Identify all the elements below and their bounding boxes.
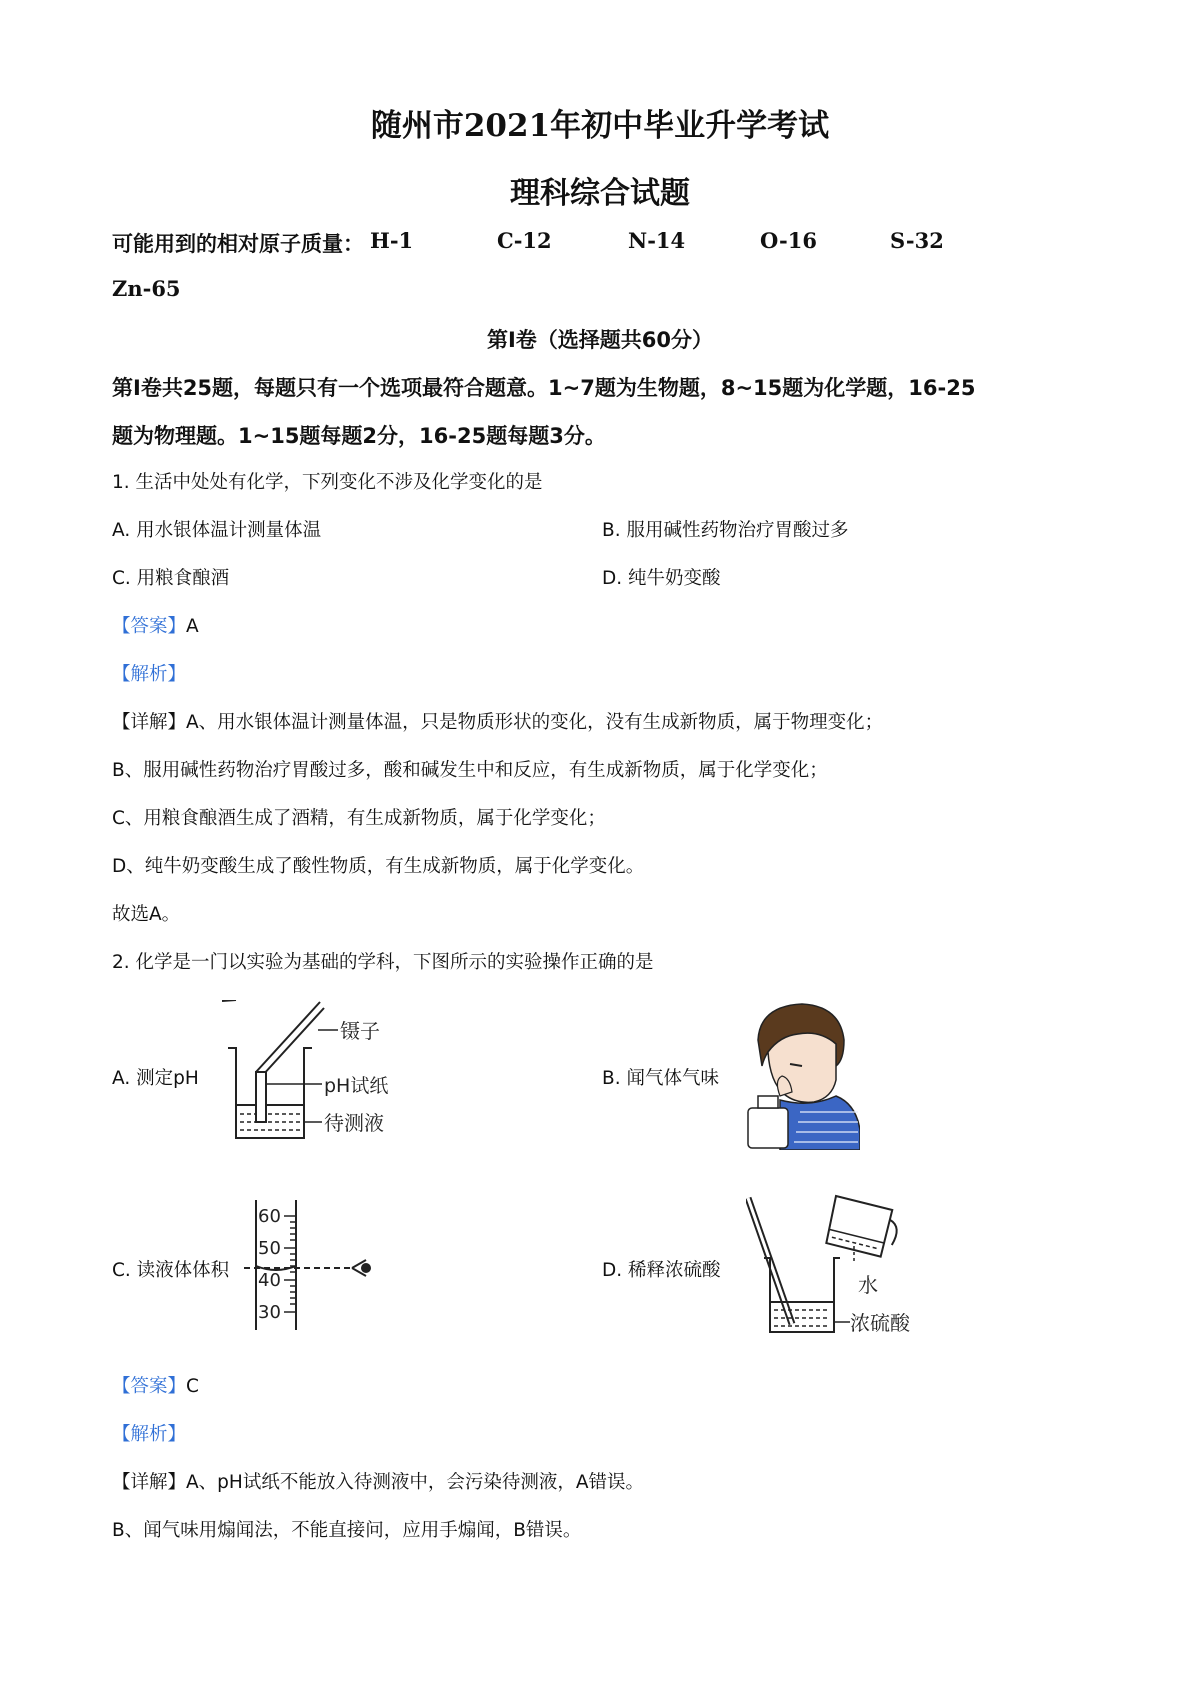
q1-option-c: C. 用粮食酿酒	[112, 568, 230, 589]
tick-60: 60	[258, 1206, 281, 1227]
q2-answer-value: C	[186, 1376, 199, 1397]
atomic-mass-label: 可能用到的相对原子质量：	[112, 232, 364, 256]
atomic-mass-n: N-14	[628, 228, 686, 253]
q1-conclusion: 故选A。	[112, 904, 181, 925]
q1-option-a: A. 用水银体温计测量体温	[112, 520, 322, 541]
q1-detail-a	[112, 708, 883, 734]
q2-option-c: C. 读液体体积	[112, 1260, 230, 1281]
q1-option-d: D. 纯牛奶变酸	[602, 568, 721, 589]
section-title: 第Ⅰ卷（选择题共60分）	[486, 328, 714, 352]
q1-answer	[112, 612, 199, 638]
q1-detail-a-text: A、用水银体温计测量体温，只是物质形状的变化，没有生成新物质，属于物理变化；	[186, 712, 884, 733]
q2-option-b: B. 闻气体气味	[602, 1068, 719, 1089]
label-water: 水	[858, 1273, 878, 1297]
section-instructions-2: 题为物理题。1~15题每题2分，16-25题每题3分。	[112, 424, 606, 448]
q1-detail-b: B、服用碱性药物治疗胃酸过多，酸和碱发生中和反应，有生成新物质，属于化学变化；	[112, 760, 828, 781]
label-ph-paper: pH试纸	[324, 1075, 389, 1097]
figure-read-cylinder	[240, 1196, 380, 1336]
label-tweezers: 镊子	[340, 1019, 380, 1043]
tick-30: 30	[258, 1302, 281, 1323]
q1-option-b: B. 服用碱性药物治疗胃酸过多	[602, 520, 849, 541]
atomic-mass-h: H-1	[370, 228, 414, 253]
label-concentrated-acid: 浓硫酸	[850, 1311, 910, 1335]
tick-40: 40	[258, 1270, 281, 1291]
q1-answer-tag: 【答案】	[112, 616, 187, 637]
tick-50: 50	[258, 1238, 281, 1259]
q2-detail-a-text: A、pH试纸不能放入待测液中，会污染待测液，A错误。	[186, 1472, 644, 1493]
q2-answer	[112, 1372, 199, 1398]
atomic-mass-s: S-32	[890, 228, 944, 253]
figure-ph-test	[222, 1000, 412, 1150]
figure-smell-gas	[740, 1000, 860, 1150]
exam-title: 随州市2021年初中毕业升学考试	[370, 108, 830, 144]
q2-detail-a	[112, 1468, 644, 1494]
exam-subtitle: 理科综合试题	[510, 176, 690, 211]
atomic-mass-c: C-12	[497, 228, 552, 253]
q1-answer-value: A	[186, 616, 199, 637]
q2-answer-tag: 【答案】	[112, 1376, 187, 1397]
section-instructions-1: 第Ⅰ卷共25题，每题只有一个选项最符合题意。1~7题为生物题，8~15题为化学题，16-25	[112, 376, 976, 400]
label-test-liquid: 待测液	[324, 1111, 384, 1135]
q2-option-d: D. 稀释浓硫酸	[602, 1260, 721, 1281]
q2-option-a: A. 测定pH	[112, 1068, 199, 1089]
q1-stem: 1. 生活中处处有化学，下列变化不涉及化学变化的是	[112, 472, 543, 493]
q2-analysis-tag: 【解析】	[112, 1424, 187, 1445]
atomic-mass-zn: Zn-65	[112, 276, 181, 301]
q1-detail-tag: 【详解】	[112, 712, 187, 733]
q2-detail-tag: 【详解】	[112, 1472, 187, 1493]
q2-stem: 2. 化学是一门以实验为基础的学科，下图所示的实验操作正确的是	[112, 952, 654, 973]
q1-detail-d: D、纯牛奶变酸生成了酸性物质，有生成新物质，属于化学变化。	[112, 856, 645, 877]
q1-analysis-tag: 【解析】	[112, 664, 187, 685]
q2-detail-b: B、闻气味用煽闻法，不能直接问，应用手煽闻，B错误。	[112, 1520, 582, 1541]
q1-detail-c: C、用粮食酿酒生成了酒精，有生成新物质，属于化学变化；	[112, 808, 606, 829]
figure-dilute-acid	[746, 1194, 926, 1340]
atomic-mass-o: O-16	[760, 228, 818, 253]
